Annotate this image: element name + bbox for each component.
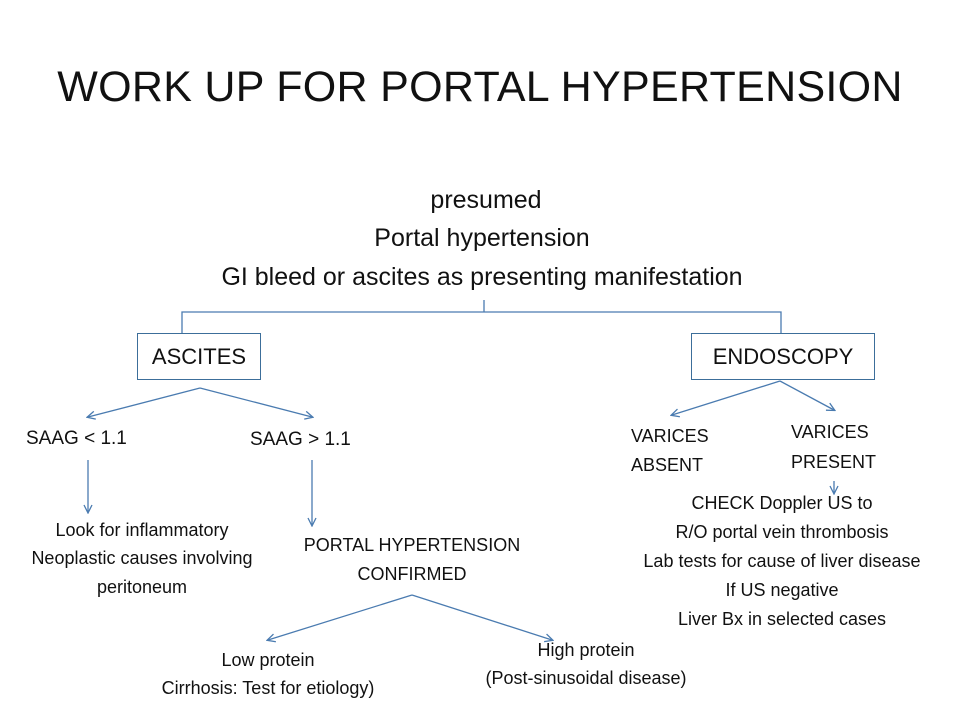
low-result-line-3: peritoneum [96, 577, 188, 597]
varices-present-line-2: PRESENT [791, 452, 877, 472]
saag-high-label: SAAG > 1.1 [250, 429, 351, 450]
root-line-3: GI bleed or ascites as presenting manifestation [221, 263, 743, 291]
ascites-label: ASCITES [151, 343, 247, 369]
arrow-to-high-protein [412, 595, 552, 640]
saag-low-label: SAAG < 1.1 [26, 428, 127, 449]
confirmed-line-2: CONFIRMED [357, 564, 467, 584]
low-result-line-1: Look for inflammatory [55, 520, 229, 540]
root-line-2: Portal hypertension [374, 224, 590, 252]
arrow-to-saag-low [88, 388, 200, 417]
workup-line-4: If US negative [725, 580, 839, 600]
confirmed-line-1: PORTAL HYPERTENSION [303, 535, 521, 555]
workup-line-2: R/O portal vein thrombosis [675, 522, 889, 542]
arrow-to-saag-high [200, 388, 312, 417]
endoscopy-label: ENDOSCOPY [712, 343, 854, 369]
varices-absent-line-2: ABSENT [631, 455, 704, 475]
low-protein-line-2: Cirrhosis: Test for etiology) [161, 678, 375, 698]
root-line-1: presumed [430, 186, 542, 214]
ascites-box [137, 333, 261, 380]
workup-line-1: CHECK Doppler US to [691, 493, 873, 513]
workup-line-3: Lab tests for cause of liver disease [643, 551, 921, 571]
low-protein-line-1: Low protein [221, 650, 315, 670]
varices-present-line-1: VARICES [791, 422, 869, 442]
arrow-to-varices-absent [672, 381, 780, 415]
high-protein-line-1: High protein [537, 640, 635, 660]
high-protein-line-2: (Post-sinusoidal disease) [485, 668, 687, 688]
workup-line-5: Liver Bx in selected cases [677, 609, 887, 629]
arrow-to-low-protein [268, 595, 412, 640]
low-result-line-2: Neoplastic causes involving [31, 548, 253, 568]
varices-absent-line-1: VARICES [631, 426, 709, 446]
page-title: WORK UP FOR PORTAL HYPERTENSION [57, 63, 903, 111]
arrow-to-varices-present [780, 381, 834, 410]
root-bracket [182, 300, 781, 334]
endoscopy-box [691, 333, 875, 380]
